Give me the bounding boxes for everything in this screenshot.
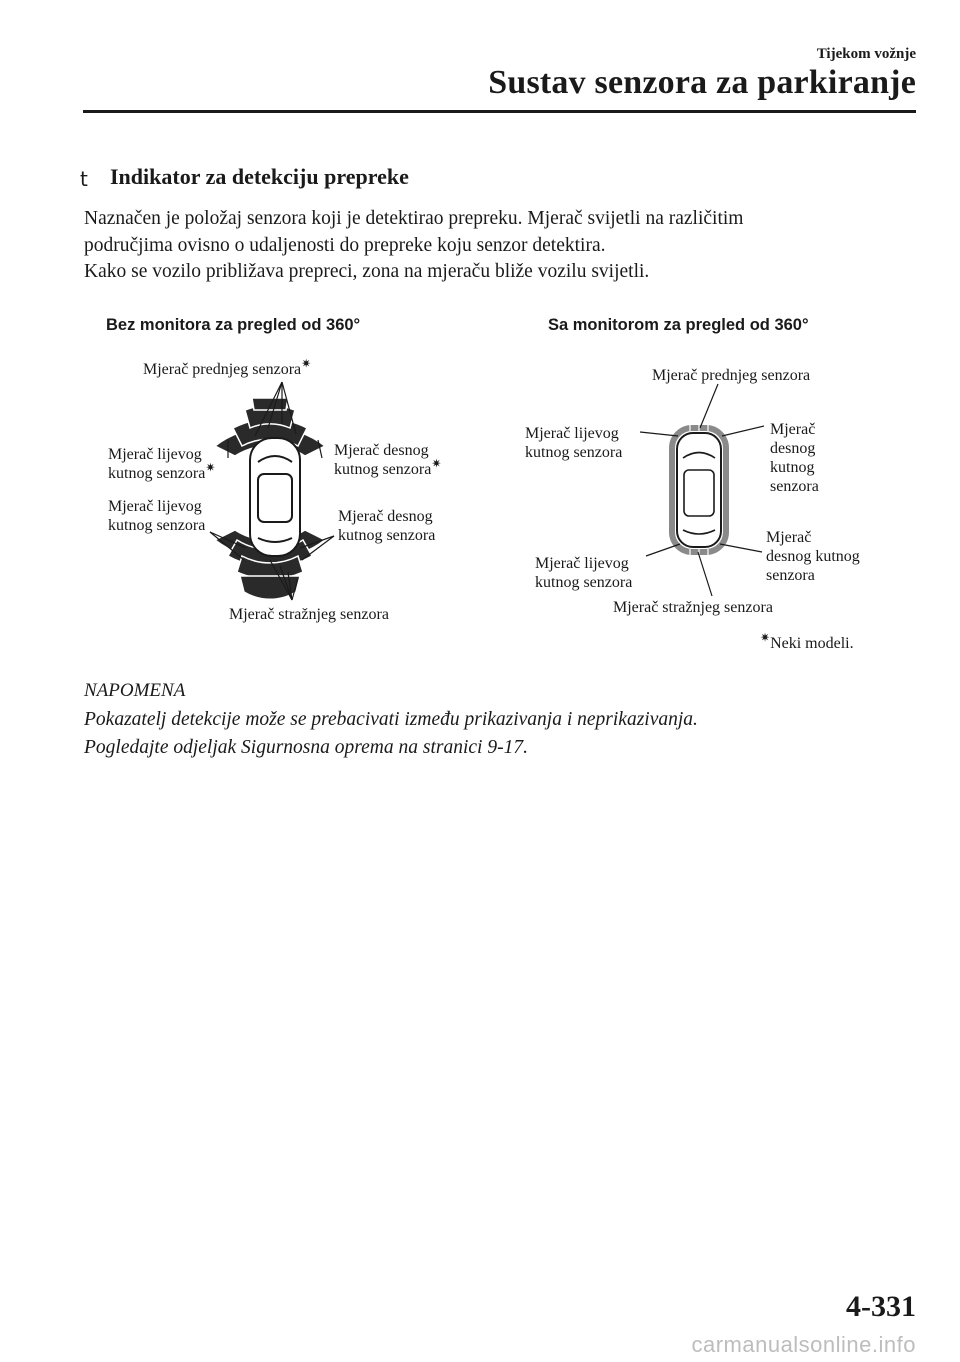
label-line: Mjerač (766, 529, 812, 546)
body-line-2: područjima ovisno o udaljenosti do prepreke koju senzor detektira. (84, 234, 606, 256)
footnote-star: ✷ (760, 630, 771, 645)
label-line: kutnog senzora (535, 574, 633, 591)
left-rear-right-corner-label (338, 507, 435, 545)
label-line: Mjerač desnog (334, 442, 429, 459)
left-front-gauge-text: Mjerač prednjeg senzora (143, 361, 302, 378)
label-line: Mjerač lijevog (108, 498, 202, 515)
note-line-1: Pokazatelj detekcije može se prebacivati između prikazivanja i neprikazivanja. (84, 709, 698, 730)
footnote-star: ✷ (301, 356, 312, 371)
page-number: 4-331 (846, 1290, 916, 1323)
left-rear-left-corner-label (108, 497, 205, 535)
label-line: Mjerač lijevog (535, 555, 629, 572)
label-line: desnog kutnog (766, 548, 860, 565)
label-line: kutnog senzora (338, 527, 436, 544)
section-bullet: t (80, 167, 88, 191)
label-line: Mjerač desnog (338, 508, 433, 525)
label-line: Mjerač lijevog (108, 446, 202, 463)
watermark: carmanualsonline.info (691, 1332, 916, 1357)
section-heading: Indikator za detekciju prepreke (110, 164, 409, 189)
right-front-gauge-label: Mjerač prednjeg senzora (652, 367, 811, 384)
label-line: Mjerač (770, 421, 816, 438)
left-front-gauge-label (143, 356, 312, 379)
diagram-right-title: Sa monitorom za pregled od 360° (548, 316, 809, 334)
chapter-title: Tijekom vožnje (816, 46, 916, 62)
left-front-left-corner-label (108, 445, 215, 483)
label-line: kutnog senzora (108, 465, 206, 482)
footnote-star: ✷ (431, 456, 442, 471)
footnote-text: Neki modeli. (770, 635, 854, 652)
label-line: kutnog senzora (525, 444, 623, 461)
label-line: kutnog senzora (334, 461, 432, 478)
label-line: kutnog (770, 459, 815, 476)
left-rear-gauge-label: Mjerač stražnjeg senzora (229, 606, 389, 623)
diagram-left-title: Bez monitora za pregled od 360° (106, 316, 361, 334)
body-line-1: Naznačen je položaj senzora koji je detektirao prepreku. Mjerač svijetli na različitim (84, 208, 744, 229)
label-line: senzora (766, 567, 815, 584)
label-line: desnog (770, 440, 816, 457)
body-line-3: Kako se vozilo približava prepreci, zona na mjeraču bliže vozilu svijetli. (84, 261, 650, 282)
left-front-right-corner-label (334, 441, 441, 479)
page-title: Sustav senzora za parkiranje (488, 64, 916, 101)
right-car-icon (672, 425, 726, 555)
note-heading: NAPOMENA (84, 680, 186, 701)
right-front-left-corner-label (525, 424, 622, 462)
right-rear-left-corner-label (535, 554, 632, 592)
footnote (760, 630, 854, 653)
label-line: senzora (770, 478, 819, 495)
right-rear-gauge-label: Mjerač stražnjeg senzora (613, 599, 773, 616)
footnote-star: ✷ (205, 460, 216, 475)
note-line-2: Pogledajte odjeljak Sigurnosna oprema na stranici 9-17. (84, 737, 528, 758)
left-car-icon (250, 438, 300, 556)
right-front-right-corner-label (770, 420, 819, 496)
note-text (84, 706, 698, 762)
label-line: kutnog senzora (108, 517, 206, 534)
label-line: Mjerač lijevog (525, 425, 619, 442)
right-rear-right-corner-label (766, 528, 860, 585)
